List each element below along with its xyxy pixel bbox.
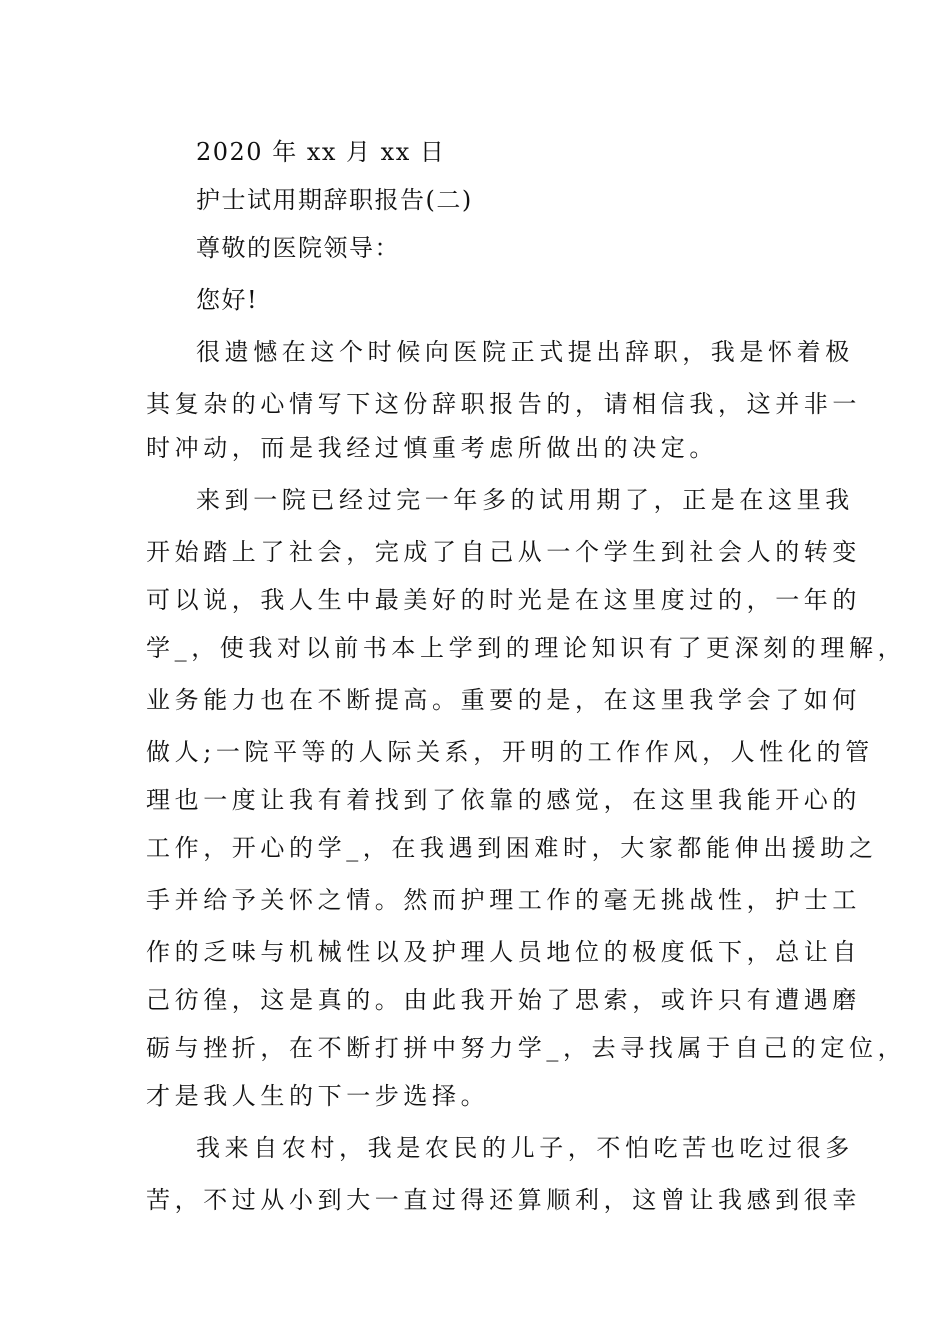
salutation: 尊敬的医院领导： xyxy=(196,234,400,262)
paragraph-line: 我来自农村，我是农民的儿子，不怕吃苦也吃过很多 xyxy=(196,1134,854,1162)
paragraph-line: 做人;一院平等的人际关系，开明的工作作风，人性化的管 xyxy=(146,738,874,766)
paragraph-line: 其复杂的心情写下这份辞职报告的，请相信我，这并非一 xyxy=(146,390,861,418)
paragraph-line: 作的乏味与机械性以及护理人员地位的极度低下，总让自 xyxy=(146,938,861,966)
paragraph-line: 砺与挫折，在不断打拼中努力学_，去寻找属于自己的定位， xyxy=(146,1034,907,1062)
greeting: 您好! xyxy=(196,286,259,314)
paragraph-line: 手并给予关怀之情。然而护理工作的毫无挑战性，护士工 xyxy=(146,886,861,914)
paragraph-line: 学_，使我对以前书本上学到的理论知识有了更深刻的理解， xyxy=(146,634,907,662)
paragraph-line: 时冲动，而是我经过慎重考虑所做出的决定。 xyxy=(146,434,718,462)
paragraph-line: 开始踏上了社会，完成了自己从一个学生到社会人的转变 xyxy=(146,538,861,566)
date-line: 2020 年 xx 月 xx 日 xyxy=(196,138,446,166)
paragraph-line: 己彷徨，这是真的。由此我开始了思索，或许只有遭遇磨 xyxy=(146,986,861,1014)
document-title: 护士试用期辞职报告(二) xyxy=(196,186,473,214)
paragraph-line: 可以说，我人生中最美好的时光是在这里度过的，一年的 xyxy=(146,586,861,614)
paragraph-line: 业务能力也在不断提高。重要的是，在这里我学会了如何 xyxy=(146,686,861,714)
paragraph-line: 工作，开心的学_，在我遇到困难时，大家都能伸出援助之 xyxy=(146,834,878,862)
paragraph-line: 才是我人生的下一步选择。 xyxy=(146,1082,490,1110)
paragraph-line: 很遗憾在这个时候向医院正式提出辞职，我是怀着极 xyxy=(196,338,854,366)
paragraph-line: 来到一院已经过完一年多的试用期了，正是在这里我 xyxy=(196,486,854,514)
paragraph-line: 苦，不过从小到大一直过得还算顺利，这曾让我感到很幸 xyxy=(146,1186,861,1214)
paragraph-line: 理也一度让我有着找到了依靠的感觉，在这里我能开心的 xyxy=(146,786,861,814)
